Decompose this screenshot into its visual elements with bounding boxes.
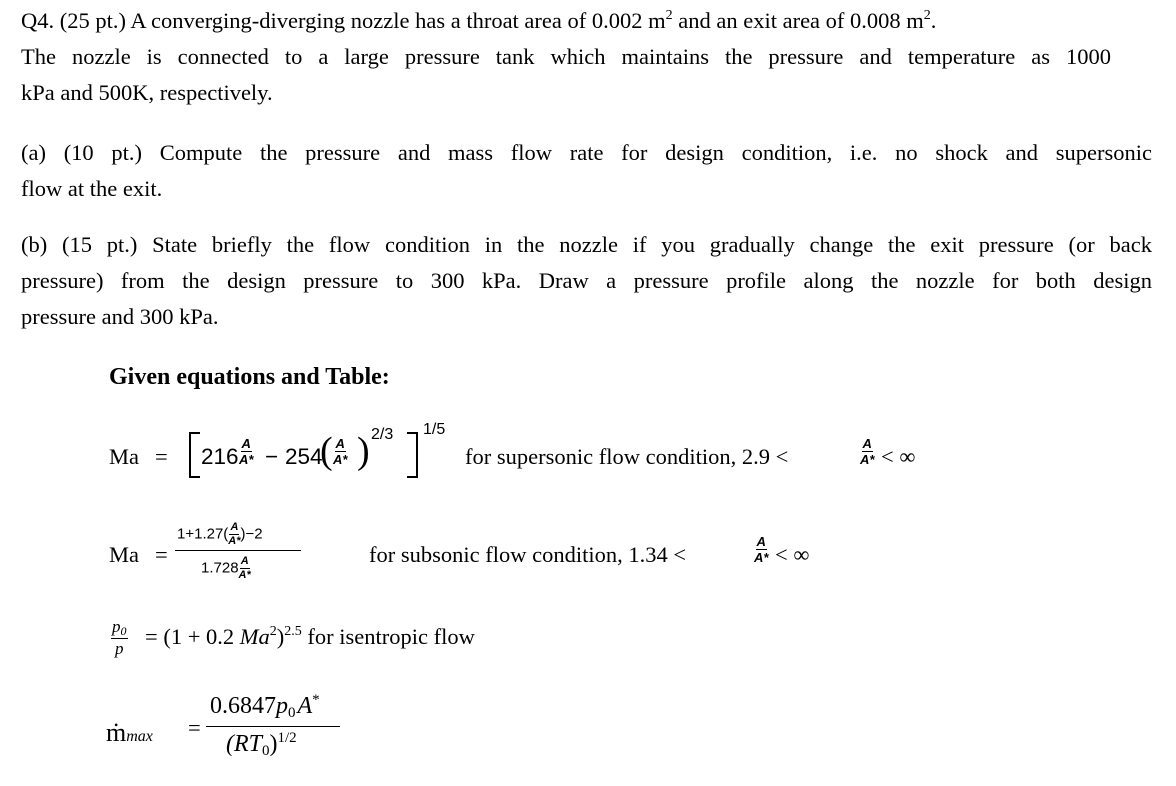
sub-num-ratio-den: A* xyxy=(228,535,241,547)
right-bracket xyxy=(407,432,418,478)
mdot-den-sub: 0 xyxy=(262,743,270,759)
ratio-1-num: A xyxy=(241,436,251,451)
eq-mdot-equals: = xyxy=(188,715,201,740)
mdot-num-a-sup: * xyxy=(312,692,320,708)
eq-mdot-denominator xyxy=(226,730,297,760)
mdot-num-coef: 0.6847 xyxy=(210,693,276,719)
p0-sub: 0 xyxy=(120,624,127,638)
right-paren: ) xyxy=(357,430,370,472)
eq-supersonic-equals: = xyxy=(155,444,168,469)
eq-isentropic-rhs-line xyxy=(145,624,475,650)
ratio-1-den: A* xyxy=(239,452,254,467)
eq-supersonic-lhs: Ma xyxy=(109,444,139,469)
mdot-num-a: A xyxy=(297,693,313,719)
ratio-2-num: A xyxy=(335,436,345,451)
left-paren: ( xyxy=(320,430,333,472)
q4-text-3: . xyxy=(930,8,937,33)
eq-isentropic-label: for isentropic flow xyxy=(307,624,475,649)
part-b-line-2: pressure) from the design pressure to 300 kPa. Draw a pressure profile along the nozzle for both design xyxy=(21,268,1152,293)
eq-isentropic-equals: = xyxy=(145,624,158,649)
sub-num-ratio-num: A xyxy=(230,521,239,533)
eq-isentropic-ma: Ma xyxy=(239,624,270,649)
sub-den-ratio-den: A* xyxy=(238,569,251,581)
eq-supersonic-minus: − xyxy=(265,444,279,469)
eq-supersonic-bound: < ∞ xyxy=(881,444,916,469)
mdot-den-exp: 1/2 xyxy=(277,730,297,746)
eq-subsonic-bar xyxy=(175,550,301,551)
eq-isentropic-rhs: (1 + 0.2 xyxy=(163,624,240,649)
eq-isentropic-ma-exp: 2 xyxy=(269,624,277,639)
eq-subsonic-num-text: 1+1.27( xyxy=(177,525,229,543)
q4-exponent-1: 2 xyxy=(665,8,673,23)
part-b-line-3: pressure and 300 kPa. xyxy=(21,304,219,329)
eq-subsonic-numerator xyxy=(177,522,263,547)
eq-subsonic-condition: for subsonic flow condition, 1.34 < xyxy=(369,542,687,567)
mdot-sub: max xyxy=(126,728,153,745)
eq-subsonic-num-ratio xyxy=(228,522,240,547)
part-b-line-1: (b) (15 pt.) State briefly the flow condition in the nozzle if you gradually change the exit pressure (or back xyxy=(21,232,1152,257)
ratio-2-den: A* xyxy=(333,452,348,467)
eq-supersonic-ratio-1 xyxy=(239,437,253,466)
given-heading: Given equations and Table: xyxy=(109,364,390,390)
mdot-symbol: ṁ xyxy=(106,718,127,747)
eq-subsonic-equals: = xyxy=(155,542,168,567)
eq-subsonic-den-ratio xyxy=(239,556,251,581)
eq-mdot-bar xyxy=(206,726,340,727)
eq-isentropic-ratio-num xyxy=(111,618,128,639)
p0-p: p xyxy=(112,617,121,636)
eq-isentropic-ratio xyxy=(111,618,128,657)
eq-supersonic-outer-exp: 1/5 xyxy=(423,421,446,438)
eq-supersonic-cond-ratio xyxy=(860,437,874,466)
eq-mdot-numerator xyxy=(210,692,320,722)
sub-den-ratio-num: A xyxy=(240,555,249,567)
eq-supersonic-coef1: 216 xyxy=(201,444,239,469)
eq-supersonic-inner-exp: 2/3 xyxy=(371,426,394,443)
eq-subsonic-num-exp: )−2 xyxy=(240,525,263,543)
eq-isentropic-ratio-den: p xyxy=(115,639,124,658)
eq-subsonic-lhs: Ma xyxy=(109,542,139,567)
eq-subsonic-cond-ratio xyxy=(754,535,768,564)
eq-supersonic-ratio-2 xyxy=(333,437,347,466)
cond-ratio-den: A* xyxy=(860,452,875,467)
mdot-den-close: ) xyxy=(269,731,278,757)
eq-isentropic-close: ) xyxy=(276,624,285,649)
eq-supersonic-condition: for supersonic flow condition, 2.9 < xyxy=(465,444,789,469)
mdot-den-rt: (RT xyxy=(226,731,262,757)
q4-exponent-2: 2 xyxy=(923,8,931,23)
q4-text-1: Q4. (25 pt.) A converging-diverging nozzle has a throat area of 0.002 m xyxy=(21,8,666,33)
eq-supersonic-coef2: 254 xyxy=(285,444,323,469)
q4-text-2: and an exit area of 0.008 m xyxy=(672,8,924,33)
part-a-line-1: (a) (10 pt.) Compute the pressure and mass flow rate for design condition, i.e. no shock and supersonic xyxy=(21,140,1152,165)
part-a-line-2: flow at the exit. xyxy=(21,176,163,201)
cond-ratio-num: A xyxy=(862,436,872,451)
q4-line-3: kPa and 500K, respectively. xyxy=(21,80,273,105)
mdot-num-p: p xyxy=(276,693,288,719)
left-bracket xyxy=(189,432,200,478)
eq-subsonic-bound: < ∞ xyxy=(775,542,810,567)
eq-isentropic-exp: 2.5 xyxy=(284,624,302,639)
q4-line-2: The nozzle is connected to a large pressure tank which maintains the pressure and temperature as 1000 xyxy=(21,44,1111,69)
eq-subsonic-den-text: 1.728 xyxy=(201,559,239,577)
mdot-num-p-sub: 0 xyxy=(288,705,296,721)
sub-cond-ratio-num: A xyxy=(756,534,766,549)
q4-line-1 xyxy=(21,4,936,37)
sub-cond-ratio-den: A* xyxy=(754,550,769,565)
eq-subsonic-denominator xyxy=(201,556,251,581)
eq-mdot-lhs xyxy=(106,718,153,748)
